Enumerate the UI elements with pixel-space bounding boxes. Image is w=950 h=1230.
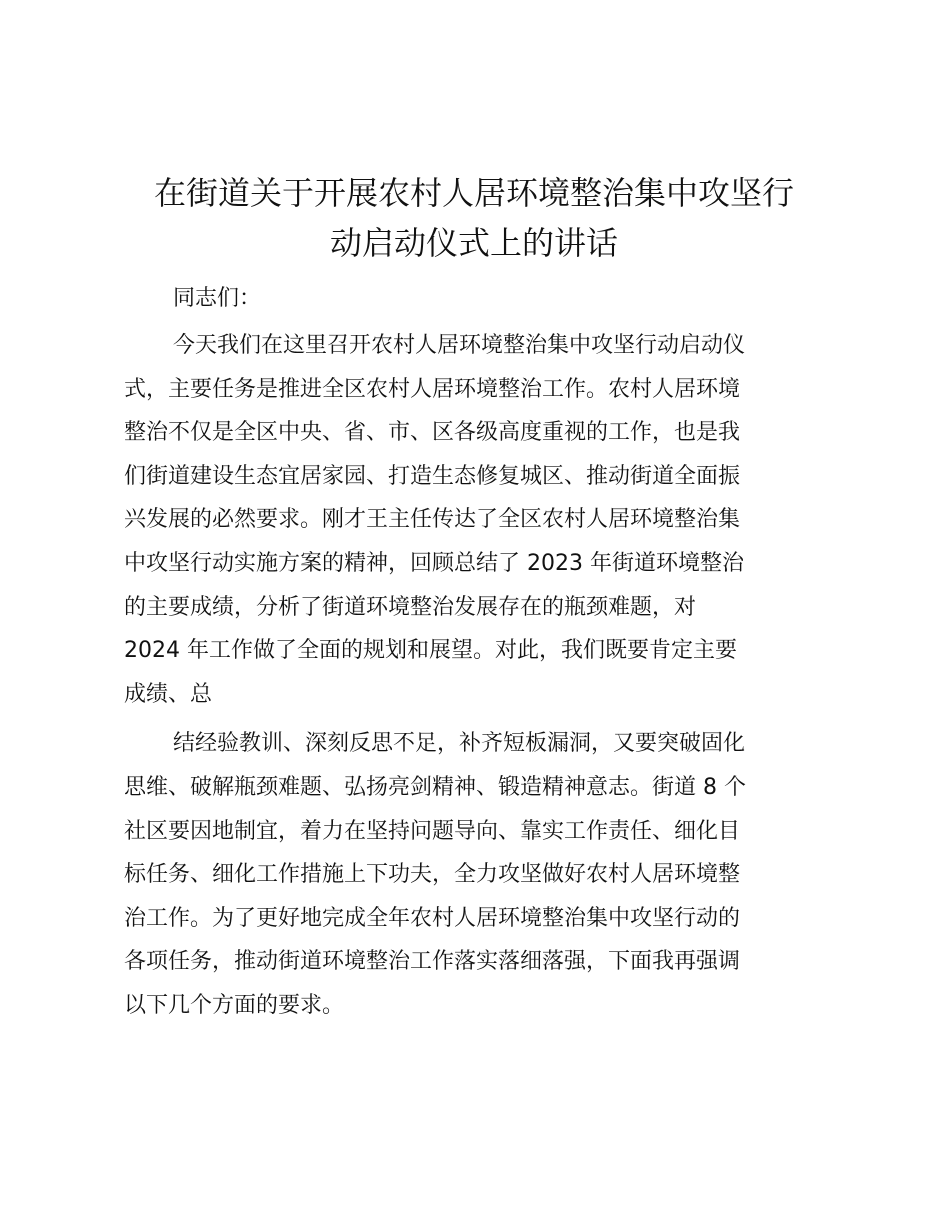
document-title [124,168,824,268]
document-page [124,168,824,1028]
paragraph-line: 标任务、细化工作措施上下功夫，全力攻坚做好农村人居环境整 [124,862,741,888]
paragraph-line: 的主要成绩，分析了街道环境整治发展存在的瓶颈难题，对 [124,594,697,620]
paragraph-line: 兴发展的必然要求。刚才王主任传达了全区农村人居环境整治集 [124,507,741,533]
paragraph-line: 们街道建设生态宜居家园、打造生态修复城区、推动街道全面振 [124,463,741,489]
paragraph-line: 整治不仅是全区中央、省、市、区各级高度重视的工作，也是我 [124,420,741,446]
paragraph-line: 结经验教训、深刻反思不足，补齐短板漏洞，又要突破固化 [173,731,746,757]
paragraph-line: 治工作。为了更好地完成全年农村人居环境整治集中攻坚行动的 [124,905,741,931]
paragraph-line: 思维、破解瓶颈难题、弘扬亮剑精神、锻造精神意志。街道 8 个 [124,774,746,800]
salutation: 同志们： [173,286,262,311]
paragraph-line: 中攻坚行动实施方案的精神，回顾总结了 2023 年街道环境整治 [124,550,744,576]
paragraph-line: 今天我们在这里召开农村人居环境整治集中攻坚行动启动仪 [173,333,746,358]
paragraph-1 [124,324,824,716]
paragraph-line: 社区要因地制宜，着力在坚持问题导向、靠实工作责任、细化目 [124,818,741,844]
paragraph-line: 式，主要任务是推进全区农村人居环境整治工作。农村人居环境 [124,376,741,402]
title-line: 在街道关于开展农村人居环境整治集中攻坚行 [153,174,794,212]
paragraph-line: 以下几个方面的要求。 [124,992,345,1018]
paragraph-line: 各项任务，推动街道环境整治工作落实落细落强，下面我再强调 [124,949,741,975]
paragraph-line: 2024 年工作做了全面的规划和展望。对此，我们既要肯定主要 [124,638,737,664]
paragraph-2 [124,722,824,1027]
paragraph-line: 成绩、总 [124,681,213,707]
title-line: 动启动仪式上的讲话 [329,224,618,262]
